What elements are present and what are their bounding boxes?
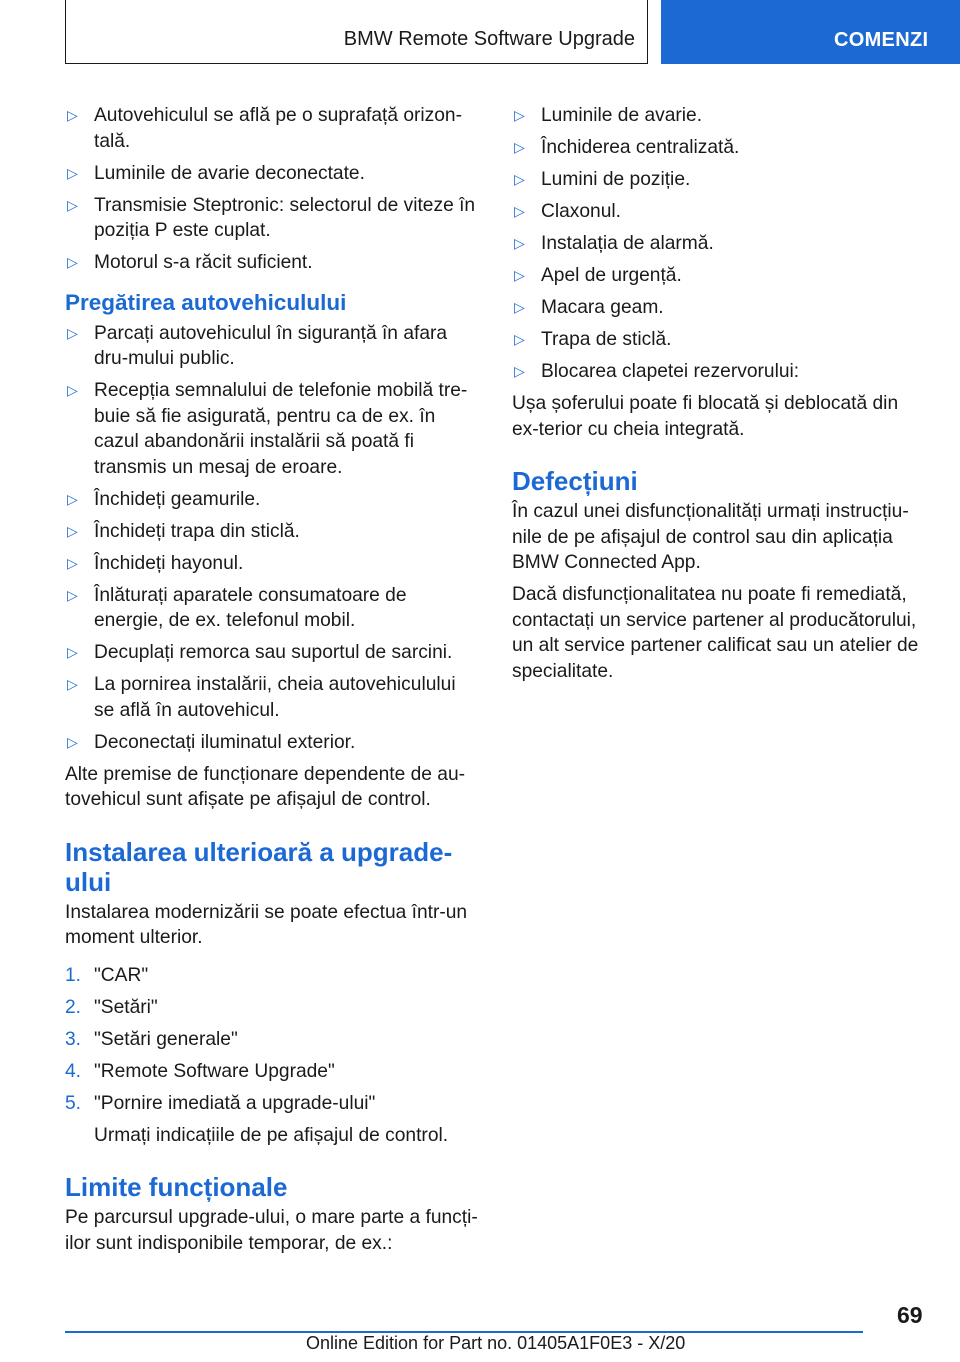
right-column <box>512 103 928 691</box>
step-number: 2. <box>65 996 82 1018</box>
list-item: ▷ Transmisie Steptronic: selectorul de viteze în poziția P este cuplat. <box>67 194 476 241</box>
triangle-right-icon: ▷ <box>67 490 78 507</box>
step-item: 4. "Remote Software Upgrade" <box>65 1059 481 1085</box>
chapter-tab-label: COMENZI <box>834 29 929 51</box>
list-item: ▷ Închideți hayonul. <box>65 551 481 577</box>
list-item: ▷ Înlăturați aparatele consumatoare de energie, de ex. telefonul mobil. <box>67 584 407 631</box>
list-item: ▷ Instalația de alarmă. <box>512 231 928 257</box>
triangle-right-icon: ▷ <box>67 733 78 750</box>
step-item: 3. "Setări generale" <box>65 1027 481 1053</box>
list-item: ▷ Apel de urgență. <box>512 263 928 289</box>
paragraph-later-installation: Instalarea modernizării se poate efectua într-un moment ulterior. <box>65 901 468 948</box>
step-number: 3. <box>65 1028 82 1050</box>
triangle-right-icon: ▷ <box>67 164 78 181</box>
triangle-right-icon: ▷ <box>67 644 78 660</box>
list-item: ▷ Motorul s-a răcit suficient. <box>65 250 481 276</box>
list-item: ▷ Închideți geamurile. <box>65 487 481 513</box>
heading-functional-limits: Limite funcționale <box>65 1172 288 1202</box>
triangle-right-icon: ▷ <box>67 382 78 398</box>
heading-vehicle-preparation: Pregătirea autovehiculului <box>65 289 347 315</box>
list-item: ▷ Închiderea centralizată. <box>512 135 928 161</box>
heading-later-installation: Instalarea ulterioară a upgrade-ului <box>65 836 453 897</box>
paragraph-driver-door: Ușa șoferului poate fi blocată și deblocată din ex‐terior cu cheia integrată. <box>512 393 899 440</box>
chapter-tab[interactable] <box>661 0 960 64</box>
section-title: BMW Remote Software Upgrade <box>343 28 635 50</box>
installation-steps <box>65 963 481 1117</box>
triangle-right-icon: ▷ <box>67 107 78 123</box>
list-item: ▷ Macara geam. <box>512 295 928 321</box>
heading-faults: Defecțiuni <box>512 466 638 496</box>
list-item: ▷ Decuplați remorca sau suportul de sarcini. <box>65 640 481 666</box>
list-item: ▷ Recepția semnalului de telefonie mobilă tre‐buie să fie asigurată, pentru ca de ex. în cazul abandonării instalării să poată fi transmis un mesaj de eroare. <box>67 380 468 478</box>
step-item: 1. "CAR" <box>65 963 481 989</box>
list-item: ▷ Autovehiculul se află pe o suprafață orizon‐tală. <box>67 105 462 152</box>
triangle-right-icon: ▷ <box>514 331 525 347</box>
triangle-right-icon: ▷ <box>67 522 78 539</box>
step-number: 5. <box>65 1092 82 1114</box>
list-item: ▷ Luminile de avarie deconectate. <box>65 161 481 187</box>
paragraph-faults-1: În cazul unei disfuncționalități urmați instrucțiu‐nile de pe afișajul de control sau din aplicația BMW Connected App. <box>512 501 909 573</box>
header-title-box <box>65 0 648 64</box>
step-number: 1. <box>65 964 82 986</box>
triangle-right-icon: ▷ <box>514 139 525 155</box>
step-item: 2. "Setări" <box>65 995 481 1021</box>
step-number: 4. <box>65 1060 82 1082</box>
triangle-right-icon: ▷ <box>67 324 78 341</box>
step-note: Urmați indicațiile de pe afișajul de control. <box>94 1124 449 1146</box>
paragraph-other-requirements: Alte premise de funcționare dependente de au‐tovehicul sunt afișate pe afișajul de control. <box>65 763 466 810</box>
step-item: 5. "Pornire imediată a upgrade-ului" <box>65 1091 481 1117</box>
page-number: 69 <box>897 1302 923 1328</box>
list-item: ▷ Închideți trapa din sticlă. <box>65 519 481 545</box>
triangle-right-icon: ▷ <box>514 235 525 251</box>
triangle-right-icon: ▷ <box>67 676 78 692</box>
list-item: ▷ Luminile de avarie. <box>512 103 928 129</box>
unavailable-functions-list <box>512 103 928 385</box>
triangle-right-icon: ▷ <box>514 203 525 219</box>
list-item: ▷ Claxonul. <box>512 199 928 225</box>
list-item: ▷ Parcați autovehiculul în siguranță în afara dru‐mului public. <box>67 322 448 369</box>
list-item: ▷ La pornirea instalării, cheia autovehiculului se află în autovehicul. <box>67 674 456 721</box>
list-item: ▷ Blocarea clapetei rezervorului: <box>512 359 928 385</box>
requirements-list <box>65 103 481 276</box>
left-column <box>65 103 481 1263</box>
triangle-right-icon: ▷ <box>67 586 78 603</box>
triangle-right-icon: ▷ <box>514 363 525 379</box>
list-item: ▷ Lumini de poziție. <box>512 167 928 193</box>
paragraph-functional-limits: Pe parcursul upgrade-ului, o mare parte a funcți‐ilor sunt indisponibile temporar, de ex.: <box>65 1207 478 1254</box>
triangle-right-icon: ▷ <box>514 107 525 123</box>
paragraph-faults-2: Dacă disfuncționalitatea nu poate fi remediată, contactați un service partener al producătorului, un alt service partener calificat sau un atelier de specialitate. <box>512 584 919 682</box>
list-item: ▷ Trapa de sticlă. <box>512 327 928 353</box>
footer-edition: Online Edition for Part no. 01405A1F0E3 - X/20 <box>306 1333 686 1353</box>
triangle-right-icon: ▷ <box>514 171 525 187</box>
triangle-right-icon: ▷ <box>67 254 78 270</box>
triangle-right-icon: ▷ <box>514 267 525 283</box>
preparation-list <box>65 321 481 756</box>
triangle-right-icon: ▷ <box>67 196 78 213</box>
triangle-right-icon: ▷ <box>514 299 525 315</box>
triangle-right-icon: ▷ <box>67 554 78 571</box>
list-item: ▷ Deconectați iluminatul exterior. <box>65 730 481 756</box>
